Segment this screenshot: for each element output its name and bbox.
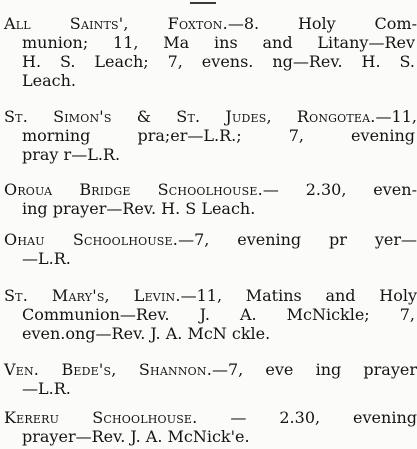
entry-first-line (0, 408, 417, 427)
church-service-entry (0, 14, 417, 90)
entry-first-line (0, 180, 417, 199)
service-text-line: munion; 11, Ma ins and Litany—Rev (22, 33, 415, 52)
church-service-entry (0, 408, 417, 446)
church-name: Kereru Schoolhouse. (4, 408, 198, 427)
entry-first-line (0, 14, 417, 33)
service-text: —7, evening pr yer— (178, 230, 417, 249)
church-name: St. Simon's & St. Judes, Rongotea. (4, 107, 376, 126)
church-name: Ven. Bede's, Shannon. (4, 360, 212, 379)
service-text-line: prayer—Rev. J. A. McNick'e. (22, 427, 250, 446)
church-name: All Saints', Foxton. (4, 14, 228, 33)
entry-first-line (0, 230, 417, 249)
service-text-line: even.ong—Rev. J. A. McN ckle. (22, 324, 271, 343)
church-service-entry (0, 107, 417, 164)
service-text: — 2.30, evening (197, 408, 417, 427)
church-name: Oroua Bridge Schoolhouse. (4, 180, 263, 199)
column-rule (190, 2, 216, 4)
service-text: —11, (375, 107, 417, 126)
service-text: —8. Holy Com- (227, 14, 417, 33)
service-text-line: —L.R. (22, 379, 71, 398)
church-service-entry (0, 180, 417, 218)
service-text: —11, Matins and Holy (180, 286, 417, 305)
church-service-entry (0, 230, 417, 268)
entry-first-line (0, 286, 417, 305)
service-text-line: H. S. Leach; 7, evens. ng—Rev. H. S. (22, 52, 415, 71)
church-service-entry (0, 360, 417, 398)
service-text-line: pray r—L.R. (22, 145, 121, 164)
service-text-line: Leach. (22, 71, 76, 90)
church-name: St. Mary's, Levin. (4, 286, 181, 305)
service-text-line: morning pra;er—L.R.; 7, evening (22, 126, 415, 145)
entry-first-line (0, 360, 417, 379)
service-text: — 2.30, even- (262, 180, 417, 199)
entry-first-line (0, 107, 417, 126)
service-text-line: —L.R. (22, 249, 71, 268)
service-text: —7, eve ing prayer (211, 360, 417, 379)
service-text-line: Communion—Rev. J. A. McNickle; 7, (22, 305, 415, 324)
service-text-line: ing prayer—Rev. H. S Leach. (22, 199, 256, 218)
church-name: Ohau Schoolhouse. (4, 230, 179, 249)
church-service-entry (0, 286, 417, 343)
